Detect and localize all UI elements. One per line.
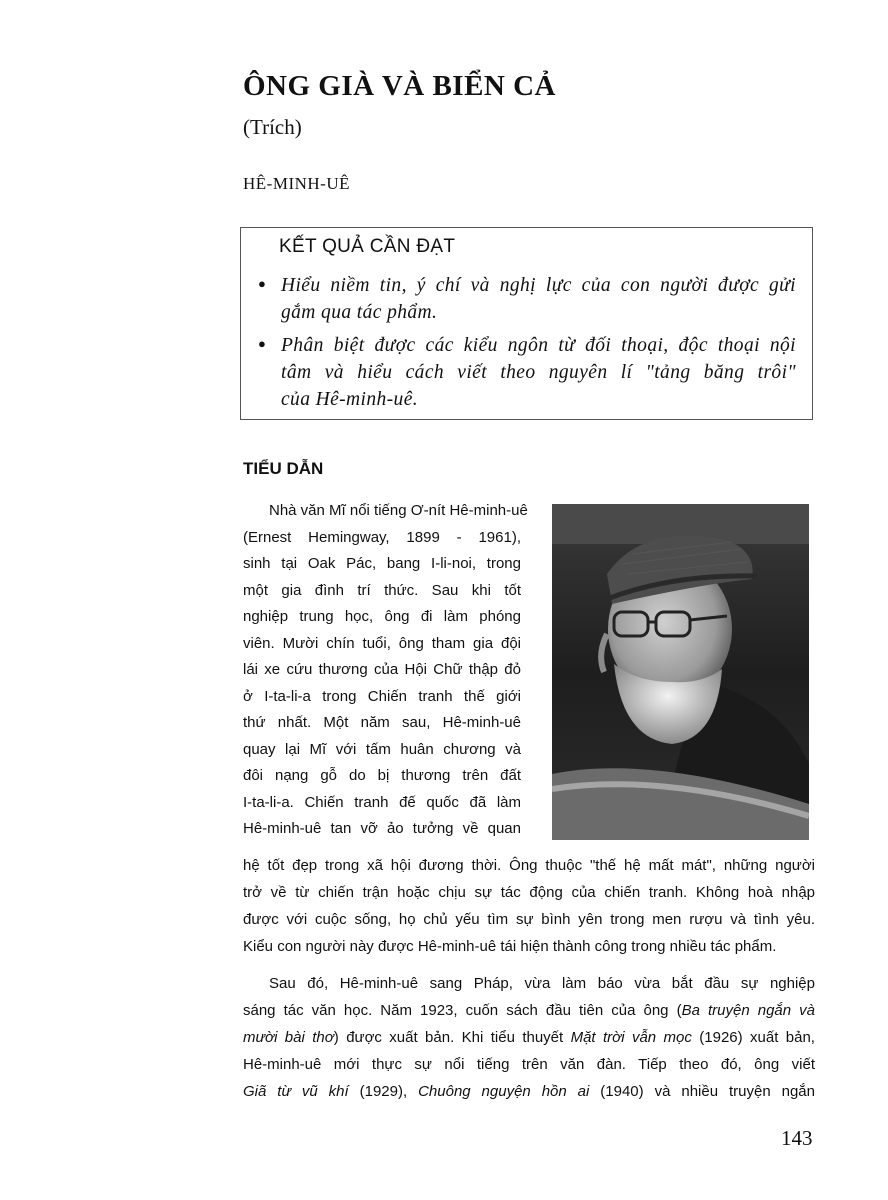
text-run: ) được xuất bản. Khi tiểu thuyết <box>333 1029 571 1046</box>
goals-title: KẾT QUẢ CẦN ĐẠT <box>279 236 456 257</box>
text-run: (1926) xuất bản, <box>691 1029 815 1046</box>
author-name: HÊ-MINH-UÊ <box>243 174 350 193</box>
bullet-icon: ● <box>258 336 266 351</box>
text-line <box>243 1024 815 1051</box>
author-portrait-photo <box>552 504 809 840</box>
portrait-photo-icon <box>552 504 809 840</box>
text-line: (Ernest Hemingway, 1899 - 1961), <box>243 528 521 546</box>
section-heading: TIỂU DẪN <box>243 459 324 478</box>
text-line: I-ta-li-a. Chiến tranh đế quốc đã làm <box>243 793 521 811</box>
text-line: một gia đình trí thức. Sau khi tốt <box>243 581 521 599</box>
text-line: Hê-minh-uê tan vỡ ảo tưởng về quan <box>243 820 521 837</box>
goal-line: Hiểu niềm tin, ý chí và nghị lực của con người được gửi <box>281 275 796 296</box>
paragraph <box>243 852 815 960</box>
text-line: trở về từ chiến trận hoặc chịu sự tác động của chiến tranh. Không hoà nhập <box>243 884 815 901</box>
book-title: Ba truyện ngắn và <box>681 1002 815 1019</box>
text-line: hệ tốt đẹp trong xã hội đương thời. Ông thuộc "thế hệ mất mát", những người <box>243 857 815 874</box>
text-line: viên. Mười chín tuổi, ông tham gia đội <box>243 634 521 652</box>
text-line: đôi nạng gỗ do bị thương trên đất <box>243 767 521 784</box>
page-title: ÔNG GIÀ VÀ BIỂN CẢ <box>243 70 557 102</box>
text-run: (1940) và nhiều truyện ngắn <box>589 1083 815 1100</box>
book-title: Giã từ vũ khí <box>243 1083 349 1100</box>
paragraph <box>243 970 815 1105</box>
text-line: quay lại Mĩ với tấm huân chương và <box>243 740 521 758</box>
text-line: thứ nhất. Một năm sau, Hê-minh-uê <box>243 714 521 731</box>
book-title: Mặt trời vẫn mọc <box>570 1029 692 1046</box>
text-run: (1929), <box>348 1083 419 1100</box>
intro-paragraph <box>243 498 528 843</box>
goal-text <box>281 272 796 326</box>
book-title: mười bài thơ <box>243 1029 334 1046</box>
page-number: 143 <box>781 1126 813 1150</box>
text-line <box>243 997 815 1024</box>
text-line <box>243 1078 815 1105</box>
text-line: được với cuộc sống, họ chủ yếu tìm sự bình yên trong men rượu và tình yêu. <box>243 911 815 928</box>
text-line: ở I-ta-li-a trong Chiến tranh thế giới <box>243 687 521 705</box>
book-title: Chuông nguyện hồn ai <box>418 1083 590 1100</box>
page-subtitle: (Trích) <box>243 115 302 139</box>
goal-line: của Hê-minh-uê. <box>281 389 419 410</box>
text-line: Kiểu con người này được Hê-minh-uê tái hiện thành công trong nhiều tác phẩm. <box>243 938 777 955</box>
text-line: Hê-minh-uê mới thực sự nổi tiếng trên văn đàn. Tiếp theo đó, ông viết <box>243 1056 815 1073</box>
goal-line: Phân biệt được các kiểu ngôn từ đối thoại, độc thoại nội <box>281 335 796 356</box>
text-line: lái xe cứu thương của Hội Chữ thập đỏ <box>243 661 521 678</box>
text-line: Sau đó, Hê-minh-uê sang Pháp, vừa làm báo vừa bắt đầu sự nghiệp <box>269 975 815 992</box>
goal-line: tâm và hiểu cách viết theo nguyên lí "tảng băng trôi" <box>281 362 796 383</box>
learning-goals-box <box>240 227 813 420</box>
text-line: nghiệp trung học, ông đi làm phóng <box>243 608 521 625</box>
goal-text <box>281 332 796 413</box>
goal-line: gắm qua tác phẩm. <box>281 302 438 323</box>
text-line: Nhà văn Mĩ nổi tiếng Ơ-nít Hê-minh-uê <box>269 502 528 519</box>
text-line: sinh tại Oak Pác, bang I-li-noi, trong <box>243 555 521 572</box>
bullet-icon: ● <box>258 276 266 291</box>
text-run: sáng tác văn học. Năm 1923, cuốn sách đầu tiên của ông ( <box>243 1002 682 1019</box>
